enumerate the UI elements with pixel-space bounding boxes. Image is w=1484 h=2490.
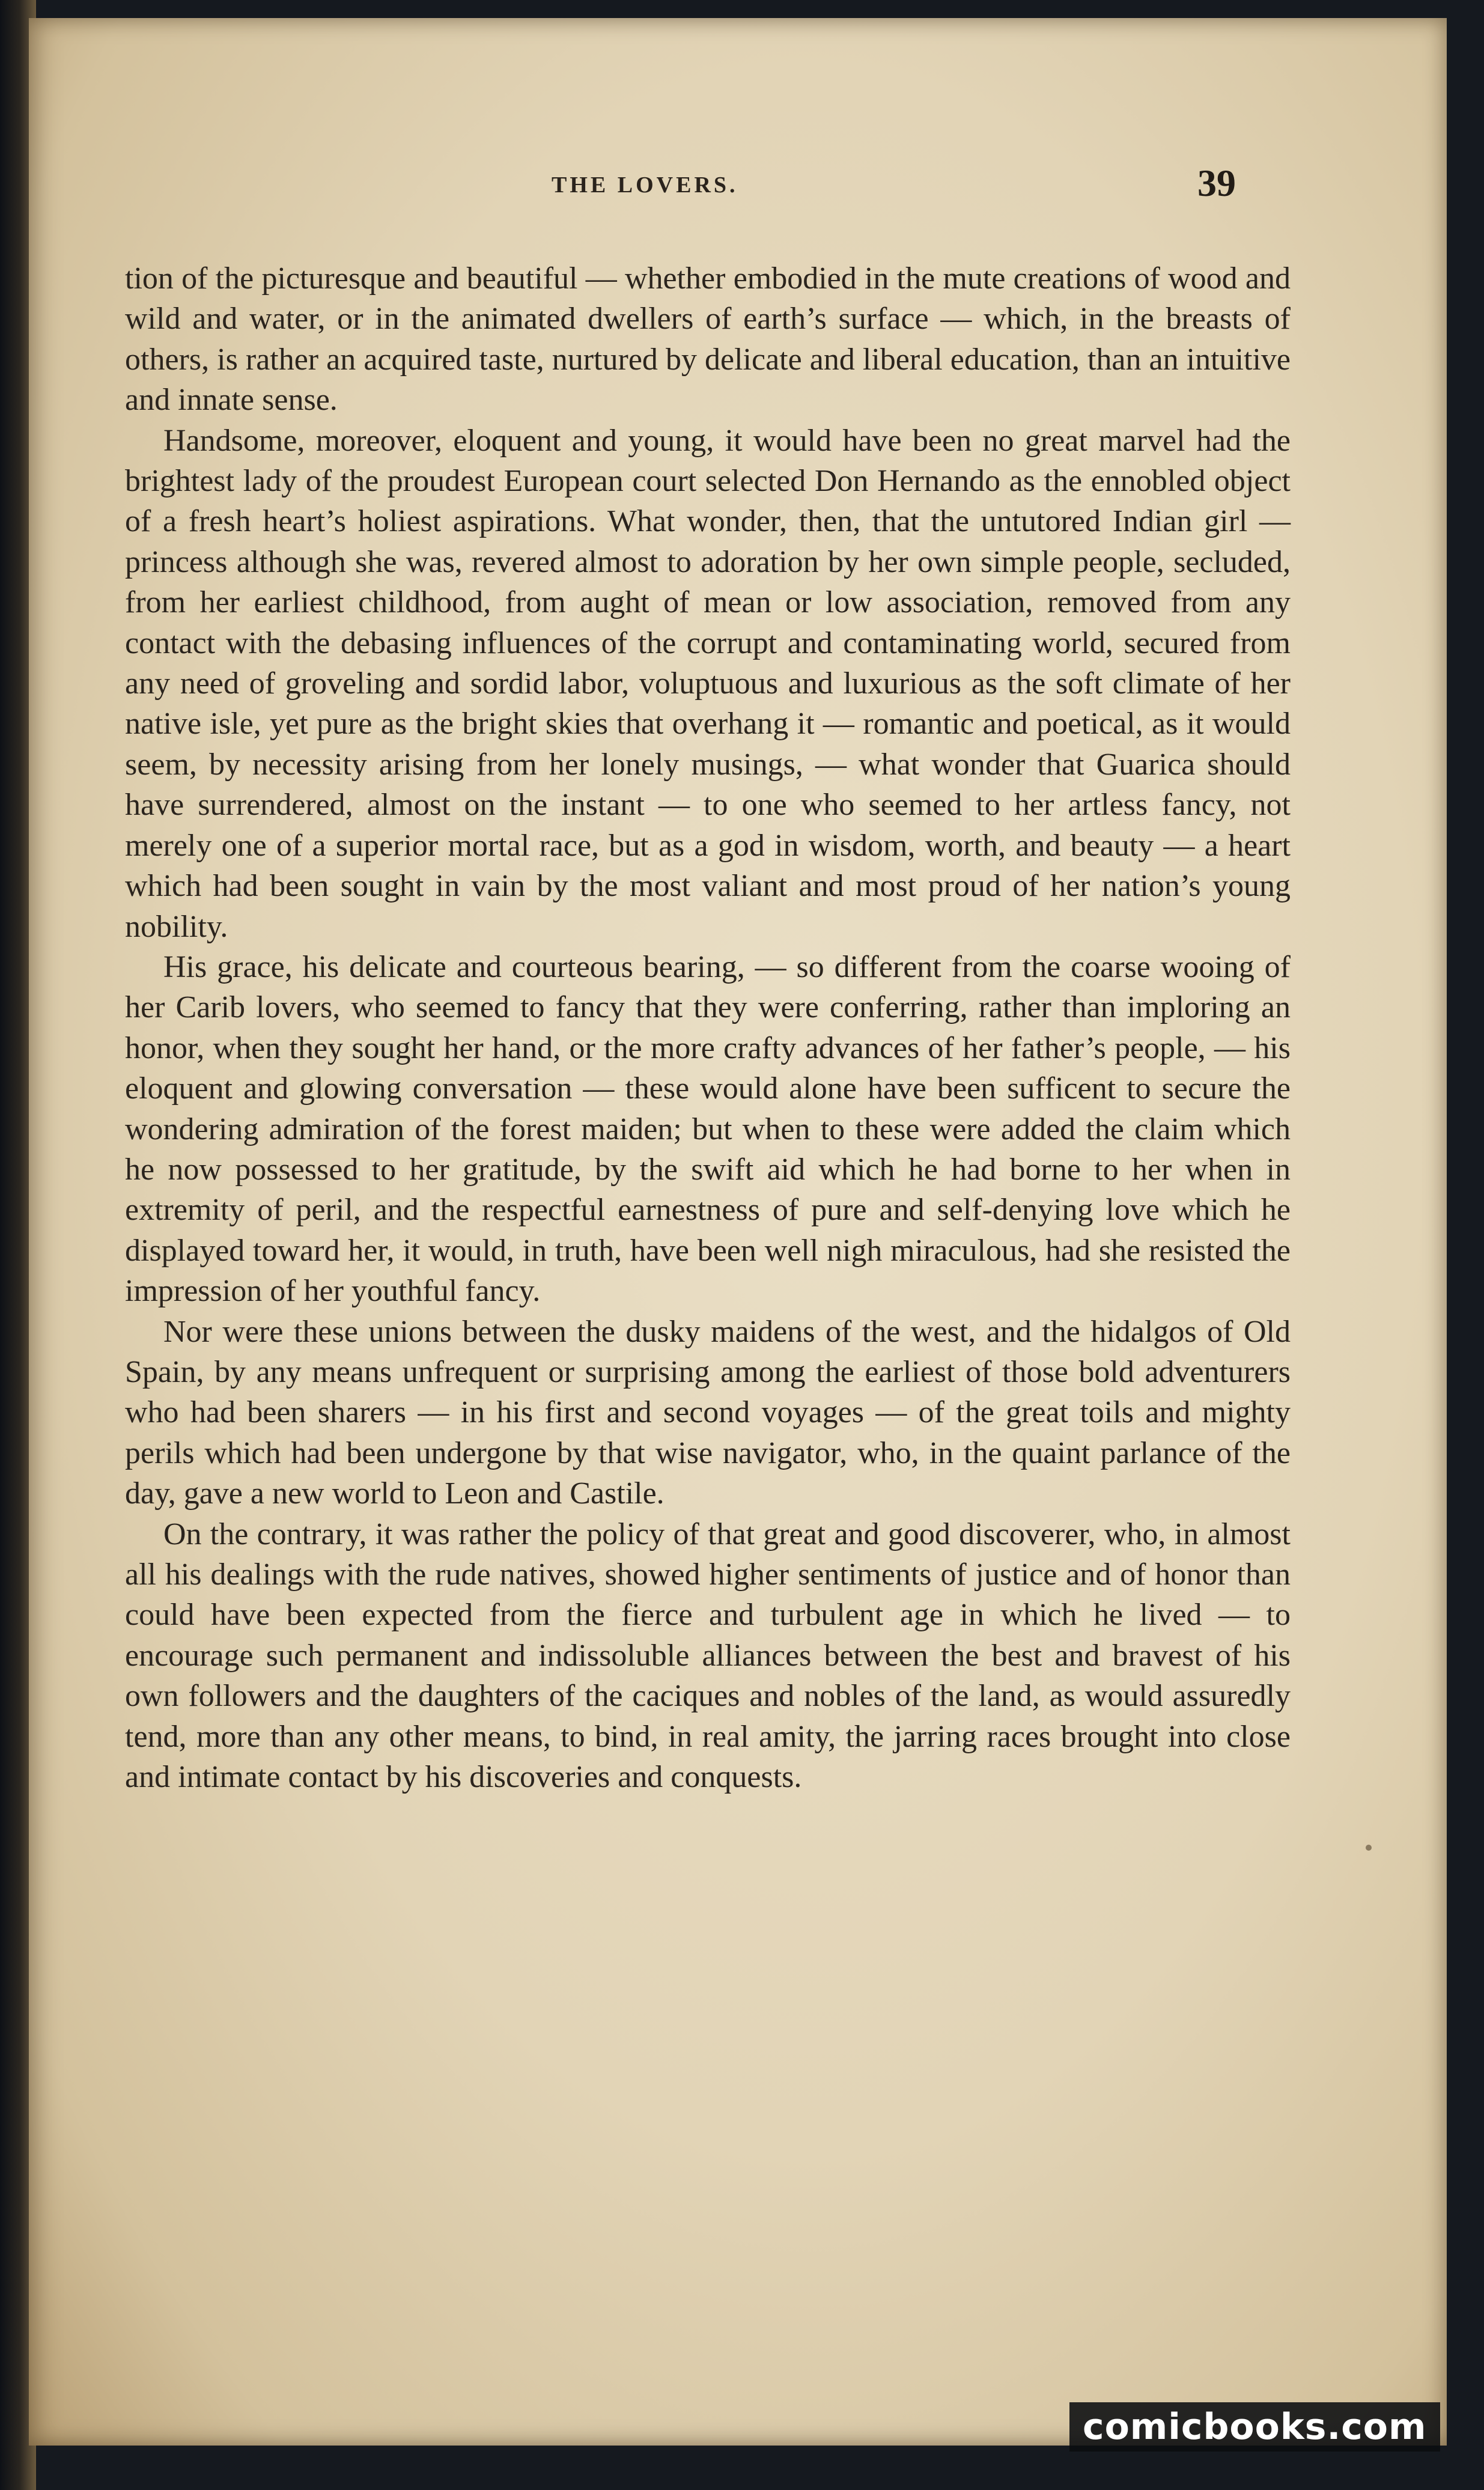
paragraph: Handsome, moreover, eloquent and young, it would have been no great marvel had the brightest lady of the proudest European court selected Don Hernando as the ennobled object of a fresh heart’s holiest aspirations. What wonder, then, that the untutored Indian girl — princess although she was, revered almost to adoration by her own simple people, secluded, from her earliest childhood, from aught of mean or low association, removed from any contact with the debasing influences of the corrupt and contaminating world, secured from any need of groveling and sordid labor, voluptuous and luxurious as the soft climate of her native isle, yet pure as the bright skies that overhang it — romantic and poetical, as it would seem, by necessity arising from her lonely musings, — what wonder that Guarica should have surrendered, almost on the instant — to one who seemed to her artless fancy, not merely one of a superior mortal race, but as a god in wisdom, worth, and beauty — a heart which had been sought in vain by the most valiant and most proud of her nation’s young nobility. <box>125 423 1291 944</box>
paragraph: His grace, his delicate and courteous bearing, — so different from the coarse wooing of her Carib lovers, who seemed to fancy that they were conferring, rather than imploring an honor, when they sought her hand, or the more crafty advances of her father’s people, — his eloquent and glowing conversation — these would alone have been sufficent to secure the wondering admiration of the forest maiden; but when to these were added the claim which he now possessed to her gratitude, by the swift aid which he had borne to her when in extremity of peril, and the respectful earnestness of pure and self-denying love which he displayed toward her, it would, in truth, have been well nigh miraculous, had she resisted the impression of her youthful fancy. <box>125 949 1291 1309</box>
paragraph: Nor were these unions between the dusky maidens of the west, and the hidalgos of Old Spain, by any means unfrequent or surprising among the earliest of those bold adventurers who had been sharers — in his first and second voyages — of the great toils and mighty perils which had been undergone by that wise navigator, who, in the quaint parlance of the day, gave a new world to Leon and Castile. <box>125 1314 1291 1511</box>
book-page <box>29 18 1447 2446</box>
ink-spot <box>1366 1845 1372 1851</box>
site-watermark: comicbooks.com <box>1069 2402 1440 2452</box>
page-header <box>29 161 1447 215</box>
page-number: 39 <box>1197 162 1236 204</box>
paragraph: tion of the picturesque and beautiful — whether embodied in the mute creations of wood and wild and water, or in the animated dwellers of earth’s surface — which, in the breasts of others, is rather an acquired taste, nurtured by delicate and liberal education, than an intuitive and innate sense. <box>125 261 1291 418</box>
body-text <box>125 258 1291 1797</box>
paragraph: On the contrary, it was rather the policy of that great and good discoverer, who, in almost all his dealings with the rude natives, showed higher sentiments of justice and of honor than could have been expected from the fierce and turbulent age in which he lived — to encourage such permanent and indissoluble alliances between the best and bravest of his own followers and the daughters of the caciques and nobles of the land, as would assuredly tend, more than any other means, to bind, in real amity, the jarring races brought into close and intimate contact by his discoveries and conquests. <box>125 1517 1291 1795</box>
running-title: THE LOVERS. <box>552 172 738 198</box>
